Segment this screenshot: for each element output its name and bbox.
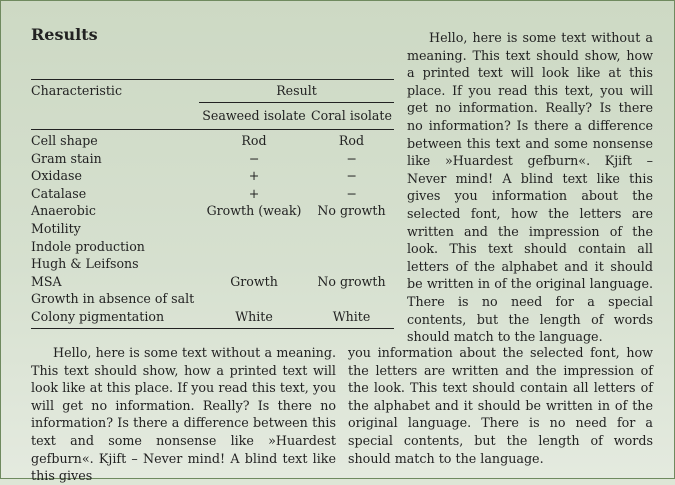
seaweed-value: Growth (weak)	[206, 203, 302, 219]
seaweed-value: −	[248, 150, 260, 166]
table-row	[31, 308, 394, 328]
table-row	[31, 273, 394, 291]
coral-value	[309, 290, 394, 308]
row-label: Anaerobic	[31, 203, 96, 219]
side-paragraph: Hello, here is some text without a meaning. This text should show, how a printed text will look like at this place. If you read this text, you will get no information. Really? Is there no information? Is there a difference between this text and some nonsense like »Huardest gefburn«. Kjift – Never mind! A blind text like this gives you information about the selected font, how the letters are written and the impression of the look. This text should contain all letters of the alphabet and it should be written in of the original language. There is no need for a special contents, but the length of words should match to the language.	[407, 30, 653, 345]
coral-value	[309, 255, 394, 273]
results-table	[31, 79, 394, 329]
seaweed-value: White	[199, 308, 309, 328]
seaweed-value	[199, 238, 309, 256]
coral-value	[309, 220, 394, 238]
seaweed-value: +	[248, 168, 260, 184]
row-label: Growth in absence of salt	[31, 291, 195, 307]
column-header-seaweed: Seaweed isolate	[199, 103, 309, 130]
seaweed-value	[199, 255, 309, 273]
coral-value: Rod	[338, 133, 365, 148]
table-body	[31, 130, 394, 329]
row-label: Motility	[31, 220, 81, 236]
coral-value: No growth	[317, 273, 386, 289]
seaweed-value	[199, 220, 309, 238]
row-label: Cell shape	[31, 133, 98, 148]
column-header-coral: Coral isolate	[309, 103, 394, 130]
column-header-characteristic: Characteristic	[31, 80, 199, 103]
coral-value: −	[346, 185, 357, 201]
table-row	[31, 185, 394, 203]
row-label: Indole production	[31, 238, 145, 254]
table-header-row	[31, 80, 394, 103]
table-row	[31, 202, 394, 220]
table-subheader-row	[31, 103, 394, 130]
group-header-result: Result	[199, 80, 394, 103]
coral-value: −	[346, 168, 357, 184]
header-spacer	[31, 103, 199, 130]
table-row	[31, 238, 394, 256]
row-label: Catalase	[31, 185, 87, 201]
coral-value: No growth	[317, 203, 386, 219]
table-row	[31, 150, 394, 168]
row-label: Hugh & Leifsons	[31, 256, 139, 272]
seaweed-value: +	[248, 185, 260, 201]
seaweed-value: Rod	[241, 133, 267, 148]
coral-value	[309, 238, 394, 256]
seaweed-value	[199, 290, 309, 308]
table-row	[31, 220, 394, 238]
bottom-paragraph-left: Hello, here is some text without a meaning. This text should show, how a printed text will look like at this place. If you read this text, you will get no information. Really? Is there no information? Is there a difference between this text and some nonsense like »Huardest gefburn«. Kjift – Never mind! A blind text like this gives	[31, 345, 336, 484]
coral-value: White	[309, 308, 394, 328]
section-title: Results	[31, 25, 98, 44]
coral-value: −	[346, 150, 357, 166]
bottom-paragraph-right: you information about the selected font, how the letters are written and the impression of the look. This text should contain all letters of the alphabet and it should be written in of the original language. There is no need for a special contents, but the length of words should match to the language.	[348, 345, 653, 466]
row-label: Gram stain	[31, 150, 102, 166]
table-row	[31, 290, 394, 308]
table-row	[31, 167, 394, 185]
seaweed-value: Growth	[230, 273, 278, 289]
row-label: Colony pigmentation	[31, 308, 199, 328]
table-row	[31, 130, 394, 150]
row-label: MSA	[31, 273, 62, 289]
table-row	[31, 255, 394, 273]
row-label: Oxidase	[31, 168, 82, 184]
